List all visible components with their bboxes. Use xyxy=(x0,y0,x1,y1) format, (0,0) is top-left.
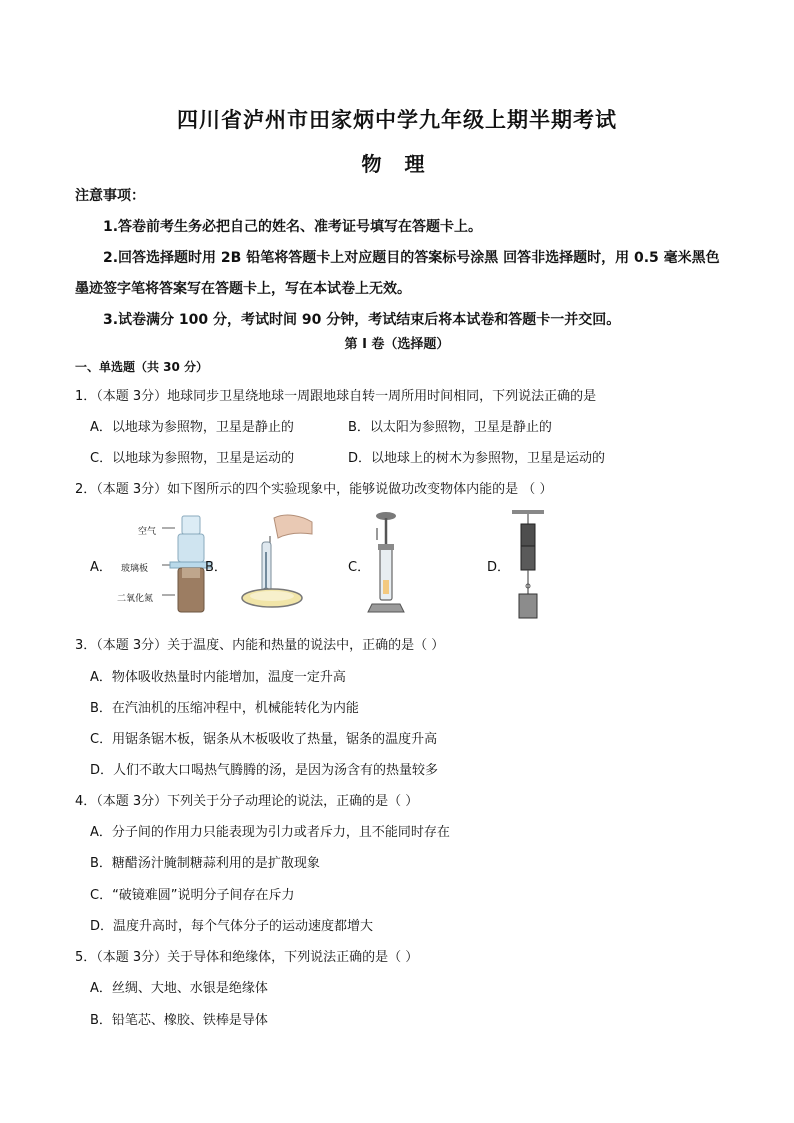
question-1-option-a: A．以地球为参照物，卫星是静止的 xyxy=(90,420,294,435)
figure-label-a: A． xyxy=(90,560,112,575)
notice-item-3 xyxy=(75,305,725,336)
question-4-option-a: A．分子间的作用力只能表现为引力或者斥力，且不能同时存在 xyxy=(90,825,450,840)
question-2-stem: 2．（本题 3分）如下图所示的四个实验现象中，能够说做功改变物体内能的是 （ ） xyxy=(75,482,553,497)
question-4-option-c: C．“破镜难圆”说明分子间存在斥力 xyxy=(90,888,295,903)
figure-a-label-air: 空气 xyxy=(138,527,157,537)
notice-item-2 xyxy=(75,243,725,305)
notice-item-2-text: 2.回答选择题时用 2B 铅笔将答题卡上对应题目的答案标号涂黑 回答非选择题时，用 0.5 毫米黑色墨迹签字笔将答案写在答题卡上，写在本试卷上无效。 xyxy=(75,250,720,297)
section-title: 第 I 卷（选择题） xyxy=(344,337,450,352)
exam-title: 四川省泸州市田家炳中学九年级上期半期考试 xyxy=(177,107,617,132)
question-4-option-b: B．糖醋汤汁腌制糖蒜利用的是扩散现象 xyxy=(90,856,320,871)
notice-item-3-text: 3.试卷满分 100 分，考试时间 90 分钟，考试结束后将本试卷和答题卡一并交回。 xyxy=(103,312,621,328)
question-1-option-d: D．以地球上的树木为参照物，卫星是运动的 xyxy=(348,451,606,466)
figure-a-label-glass: 玻璃板 xyxy=(121,564,149,574)
question-3-option-c: C．用锯条锯木板，锯条从木板吸收了热量，锯条的温度升高 xyxy=(90,732,438,747)
figure-d-lead-blocks-icon xyxy=(508,508,548,620)
question-3-stem: 3．（本题 3分）关于温度、内能和热量的说法中，正确的是（ ） xyxy=(75,638,445,653)
part-heading: 一、单选题（共 30 分） xyxy=(75,360,209,374)
notice-heading: 注意事项： xyxy=(75,188,145,204)
question-3-option-a: A．物体吸收热量时内能增加，温度一定升高 xyxy=(90,670,346,685)
question-1-stem: 1．（本题 3分）地球同步卫星绕地球一周跟地球自转一周所用时间相同，下列说法正确的是 xyxy=(75,389,597,404)
question-3-option-d: D．人们不敢大口喝热气腾腾的汤，是因为汤含有的热量较多 xyxy=(90,763,439,778)
figure-label-b: B． xyxy=(205,560,227,575)
figure-label-c: C． xyxy=(348,560,371,575)
notice-item-1 xyxy=(75,212,725,243)
question-4-option-d: D．温度升高时，每个气体分子的运动速度都增大 xyxy=(90,919,374,934)
figure-b-thermometer-icon xyxy=(234,512,314,612)
figure-label-d: D． xyxy=(487,560,511,575)
figure-c-fire-piston-icon xyxy=(364,510,408,618)
question-4-stem: 4．（本题 3分）下列关于分子动理论的说法，正确的是（ ） xyxy=(75,794,419,809)
question-5-option-b: B．铅笔芯、橡胶、铁棒是导体 xyxy=(90,1013,268,1028)
question-5-option-a: A．丝绸、大地、水银是绝缘体 xyxy=(90,981,268,996)
question-1-option-b: B．以太阳为参照物，卫星是静止的 xyxy=(348,420,552,435)
figure-a-label-no2: 二氧化氮 xyxy=(117,594,154,604)
question-1-option-c: C．以地球为参照物，卫星是运动的 xyxy=(90,451,295,466)
notice-item-1-text: 1.答卷前考生务必把自己的姓名、准考证号填写在答题卡上。 xyxy=(103,219,483,235)
question-5-stem: 5．（本题 3分）关于导体和绝缘体，下列说法正确的是（ ） xyxy=(75,950,419,965)
exam-subject: 物 理 xyxy=(361,152,433,176)
question-3-option-b: B．在汽油机的压缩冲程中，机械能转化为内能 xyxy=(90,701,359,716)
